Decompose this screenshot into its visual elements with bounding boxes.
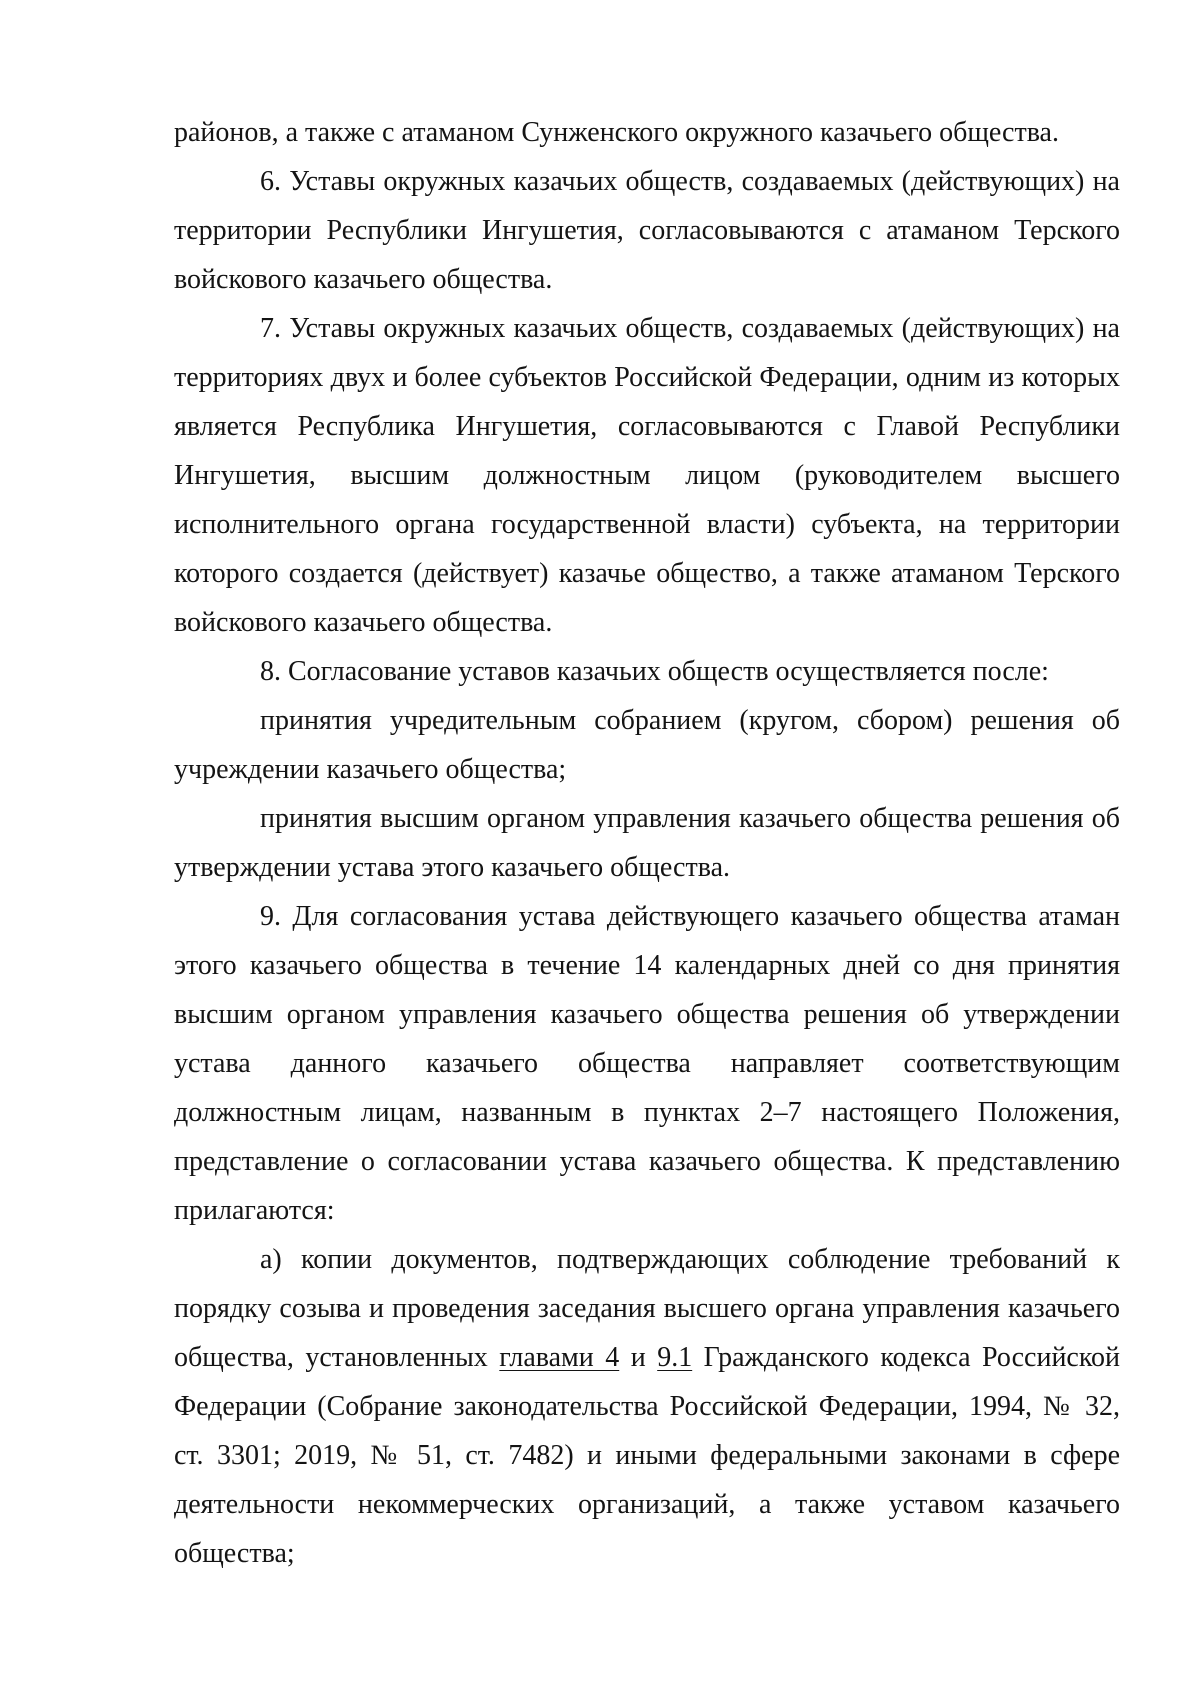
paragraph-item-8-condition-1: принятия учредительным собранием (кругом, сбором) решения об учреждении казачьего общества; (174, 705, 1120, 785)
item-a-conjunction: и (619, 1342, 658, 1373)
paragraph-item-8: 8. Согласование уставов казачьих обществ осуществляется после: (260, 656, 1049, 687)
document-body (174, 108, 1120, 1578)
item-a-text-end: Гражданского кодекса Российской Федерации (Собрание законодательства Российской Федерации, 1994, № 32, ст. 3301; 2019, № 51, ст. 7482) и иными федеральными законами в сфере деятельности некоммерческих организаций, а также уставом казачьего общества; (174, 1342, 1121, 1569)
paragraph-item-6: 6. Уставы окружных казачьих обществ, создаваемых (действующих) на территории Республики Ингушетия, согласовываются с атаманом Терского войскового казачьего общества. (174, 166, 1120, 295)
paragraph-item-7: 7. Уставы окружных казачьих обществ, создаваемых (действующих) на территориях двух и более субъектов Российской Федерации, одним из которых является Республика Ингушетия, согласовываются с Главой Республики Ингушетия, высшим должностным лицом (руководителем высшего исполнительного органа государственной власти) субъекта, на территории которого создается (действует) казачье общество, а также атаманом Терского войскового казачьего общества. (174, 313, 1120, 638)
item-a-text-start: а) копии документов, подтверждающих соблюдение требований к порядку созыва и проведения заседания высшего органа управления казачьего общества, установленных (174, 1244, 1120, 1373)
paragraph-item-8-condition-2: принятия высшим органом управления казачьего общества решения об утверждении устава этого казачьего общества. (174, 803, 1120, 883)
link-chapter-4[interactable]: главами 4 (499, 1342, 620, 1373)
paragraph-item-9-a (174, 1235, 1120, 1578)
paragraph-continuation: районов, а также с атаманом Сунженского окружного казачьего общества. (174, 117, 1059, 148)
link-chapter-9-1[interactable]: 9.1 (657, 1342, 693, 1373)
paragraph-item-9: 9. Для согласования устава действующего казачьего общества атаман этого казачьего общества в течение 14 календарных дней со дня принятия высшим органом управления казачьего общества решения об утверждении устава данного казачьего общества направляет соответствующим должностным лицам, названным в пунктах 2–7 настоящего Положения, представление о согласовании устава казачьего общества. К представлению прилагаются: (174, 901, 1120, 1226)
